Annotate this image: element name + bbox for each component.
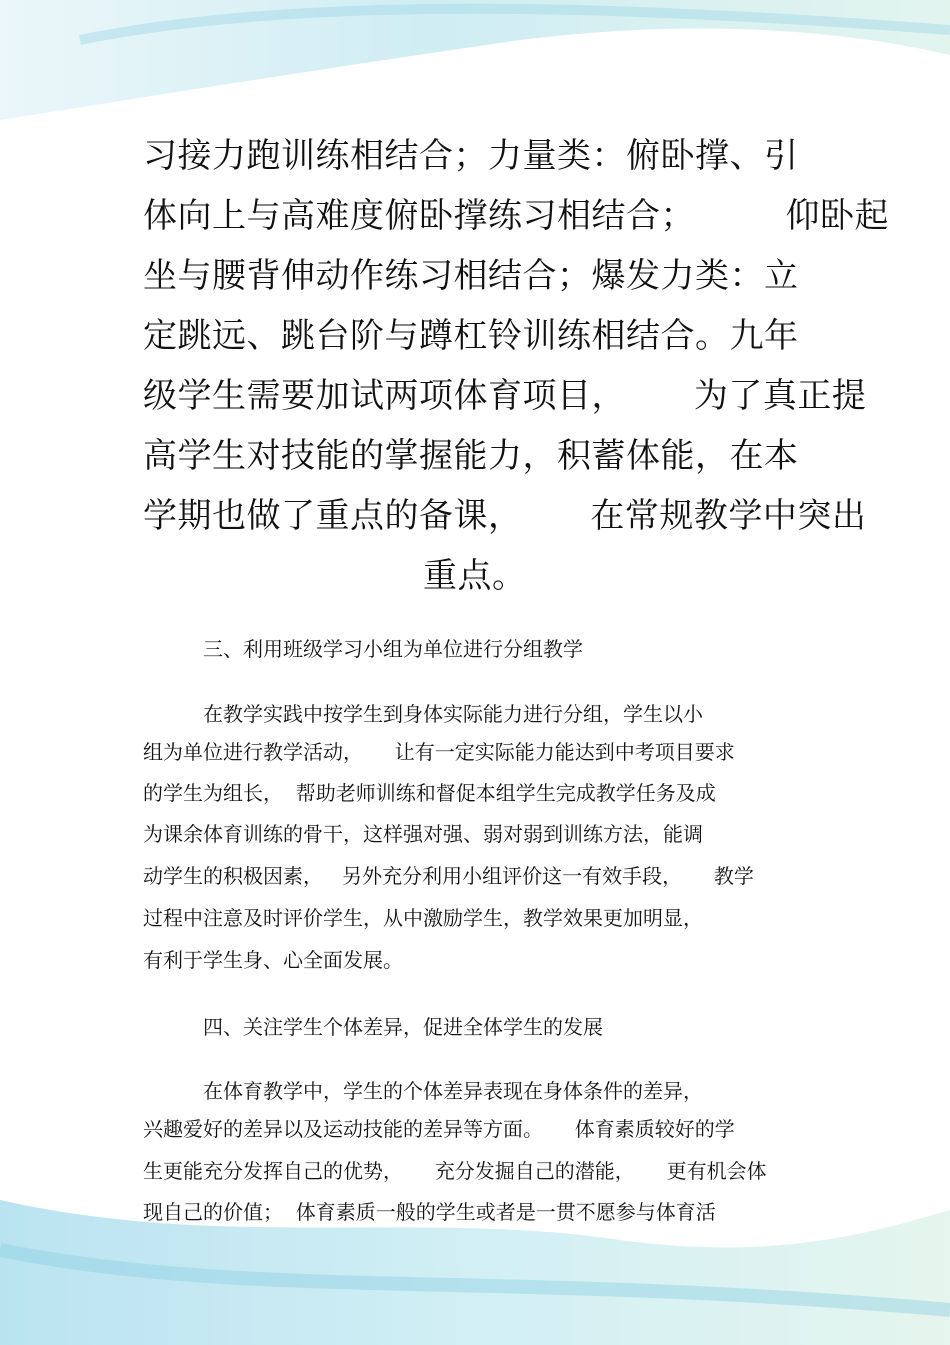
paragraph-line: 动学生的积极因素， 另外充分利用小组评价这一有效手段， 教学 [143, 864, 754, 888]
body-line-large: 高学生对技能的掌握能力，积蓄体能，在本 [143, 436, 799, 476]
body-line-large: 体向上与高难度俯卧撑练习相结合； 仰卧起 [143, 196, 889, 236]
body-line-large: 坐与腰背伸动作练习相结合；爆发力类：立 [143, 256, 799, 296]
body-line-large: 级学生需要加试两项体育项目， 为了真正提 [143, 376, 867, 416]
paragraph-line: 过程中注意及时评价学生，从中激励学生，教学效果更加明显， [143, 906, 703, 930]
section-heading-3: 三、利用班级学习小组为单位进行分组教学 [203, 637, 583, 661]
paragraph-line: 为课余体育训练的骨干，这样强对强、弱对弱到训练方法，能调 [143, 822, 703, 846]
paragraph-line: 兴趣爱好的差异以及运动技能的差异等方面。 体育素质较好的学 [143, 1117, 735, 1141]
body-line-large: 定跳远、跳台阶与蹲杠铃训练相结合。九年 [143, 316, 799, 356]
body-line-large: 习接力跑训练相结合；力量类：俯卧撑、引 [143, 136, 799, 176]
body-line-large: 学期也做了重点的备课， 在常规教学中突出 [143, 496, 867, 536]
paragraph-line: 在教学实践中按学生到身体实际能力进行分组，学生以小 [203, 702, 703, 726]
body-line-large-tail: 重点。 [423, 556, 527, 596]
section-heading-4: 四、关注学生个体差异，促进全体学生的发展 [203, 1015, 603, 1039]
paragraph-line: 组为单位进行教学活动， 让有一定实际能力能达到中考项目要求 [143, 740, 735, 764]
paragraph-line: 生更能充分发挥自己的优势， 充分发掘自己的潜能， 更有机会体 [143, 1159, 767, 1183]
paragraph-line: 的学生为组长， 帮助老师训练和督促本组学生完成教学任务及成 [143, 781, 716, 805]
paragraph-line: 有利于学生身、心全面发展。 [143, 948, 403, 972]
paragraph-line: 在体育教学中，学生的个体差异表现在身体条件的差异， [203, 1079, 703, 1103]
paragraph-line: 现自己的价值； 体育素质一般的学生或者是一贯不愿参与体育活 [143, 1200, 716, 1224]
